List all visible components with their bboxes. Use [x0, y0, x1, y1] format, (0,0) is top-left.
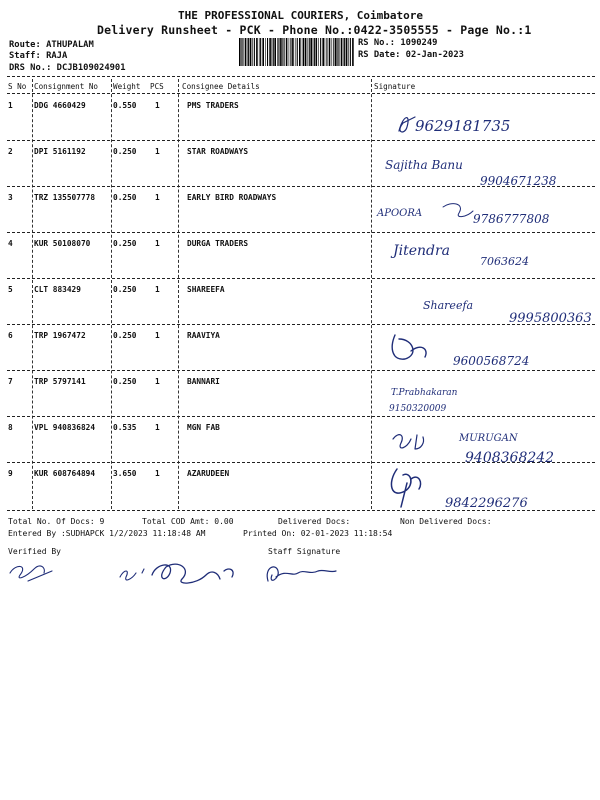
verified-by-label: Verified By [8, 547, 61, 556]
row-consignee: PMS TRADERS [187, 101, 239, 110]
staff-label: Staff: RAJA [9, 51, 68, 61]
column-header-signature: Signature [374, 82, 416, 91]
row-consignment-no: DPI 5161192 [34, 147, 86, 156]
entered-by: Entered By :SUDHAPCK 1/2/2023 11:18:48 AM [8, 529, 206, 538]
row-pcs: 1 [155, 423, 160, 432]
delivered-docs: Delivered Docs: [278, 517, 351, 526]
row-consignee: SHAREEFA [187, 285, 225, 294]
staff-signature-label: Staff Signature [268, 547, 341, 556]
verifier-signature [10, 566, 52, 581]
supervisor-signature [120, 569, 144, 580]
column-header-consignment: Consignment No [34, 82, 99, 91]
row-consignment-no: DDG 4660429 [34, 101, 86, 110]
column-divider [111, 79, 112, 509]
signature-phone: 9629181735 [415, 117, 511, 135]
row-consignment-no: TRP 1967472 [34, 331, 86, 340]
row-sno: 4 [8, 239, 13, 248]
row-weight: 0.250 [113, 193, 137, 202]
row-consignee: BANNARI [187, 377, 220, 386]
row-consignee: EARLY BIRD ROADWAYS [187, 193, 277, 202]
signature-scribble [443, 204, 473, 217]
row-signatures [377, 103, 595, 513]
signature-phone: 9150320009 [389, 404, 447, 414]
row-weight: 0.535 [113, 423, 137, 432]
signature-phone: 9408368242 [465, 450, 555, 466]
route-label: Route: ATHUPALAM [9, 40, 94, 50]
signature-phone: 9995800363 [509, 311, 592, 326]
signature-name: APOORA [377, 208, 423, 219]
row-pcs: 1 [155, 193, 160, 202]
row-weight: 0.250 [113, 239, 137, 248]
signature-scribble [399, 117, 415, 132]
signature-name: Shareefa [423, 299, 474, 312]
row-weight: 0.250 [113, 331, 137, 340]
row-weight: 0.250 [113, 285, 137, 294]
column-header-pcs: PCS [150, 82, 164, 91]
row-sno: 2 [8, 147, 13, 156]
row-consignment-no: TRP 5797141 [34, 377, 86, 386]
row-consignee: STAR ROADWAYS [187, 147, 249, 156]
row-sno: 6 [8, 331, 13, 340]
row-consignee: MGN FAB [187, 423, 220, 432]
row-sno: 7 [8, 377, 13, 386]
signature-scribble [393, 435, 424, 449]
footer-signatures [6, 555, 346, 600]
total-docs: Total No. Of Docs: 9 [8, 517, 105, 526]
supervisor-signature [152, 564, 233, 583]
row-consignee: DURGA TRADERS [187, 239, 249, 248]
signature-phone: 9786777808 [473, 212, 550, 226]
row-weight: 3.650 [113, 469, 137, 478]
signature-phone: 9904671238 [480, 174, 557, 188]
row-consignment-no: TRZ 135507778 [34, 193, 96, 202]
signature-name: Sajitha Banu [385, 158, 463, 172]
row-consignee: AZARUDEEN [187, 469, 230, 478]
row-sno: 3 [8, 193, 13, 202]
row-pcs: 1 [155, 285, 160, 294]
table-header-rule [7, 93, 595, 94]
column-divider [32, 79, 33, 509]
row-consignee: RAAVIYA [187, 331, 220, 340]
signature-scribble [391, 469, 420, 507]
signature-name: T.Prabhakaran [391, 388, 458, 398]
staff-signature [267, 567, 336, 581]
row-weight: 0.550 [113, 101, 137, 110]
row-sno: 8 [8, 423, 13, 432]
row-pcs: 1 [155, 147, 160, 156]
column-divider [371, 79, 372, 509]
non-delivered-docs: Non Delivered Docs: [400, 517, 492, 526]
row-sno: 1 [8, 101, 13, 110]
row-pcs: 1 [155, 377, 160, 386]
drs-number: DRS No.: DCJB109024901 [9, 63, 126, 73]
column-header-consignee: Consignee Details [182, 82, 260, 91]
runsheet-title: Delivery Runsheet - PCK - Phone No.:0422-3505555 - Page No.:1 [97, 23, 532, 37]
barcode [239, 38, 354, 66]
signature-phone: 7063624 [480, 255, 529, 268]
total-cod-amount: Total COD Amt: 0.00 [142, 517, 234, 526]
row-consignment-no: KUR 608764894 [34, 469, 96, 478]
row-sno: 5 [8, 285, 13, 294]
row-consignment-no: KUR 50108070 [34, 239, 91, 248]
signature-phone: 9842296276 [445, 496, 528, 511]
row-consignment-no: VPL 940836824 [34, 423, 96, 432]
row-consignment-no: CLT 883429 [34, 285, 81, 294]
rs-number: RS No.: 1090249 [358, 38, 438, 48]
signature-name: MURUGAN [459, 433, 518, 444]
column-header-sno: S No [8, 82, 27, 91]
signature-scribble [392, 335, 426, 359]
row-pcs: 1 [155, 101, 160, 110]
row-sno: 9 [8, 469, 13, 478]
row-weight: 0.250 [113, 377, 137, 386]
table-top-rule [7, 76, 595, 77]
column-header-weight: Weight [113, 82, 141, 91]
row-pcs: 1 [155, 239, 160, 248]
signature-phone: 9600568724 [453, 354, 530, 368]
row-weight: 0.250 [113, 147, 137, 156]
company-name: THE PROFESSIONAL COURIERS, Coimbatore [178, 9, 424, 22]
rs-date: RS Date: 02-Jan-2023 [358, 50, 464, 60]
row-pcs: 1 [155, 469, 160, 478]
signature-name: Jitendra [393, 243, 451, 259]
column-divider [178, 79, 179, 509]
row-pcs: 1 [155, 331, 160, 340]
printed-on: Printed On: 02-01-2023 11:18:54 [243, 529, 393, 538]
